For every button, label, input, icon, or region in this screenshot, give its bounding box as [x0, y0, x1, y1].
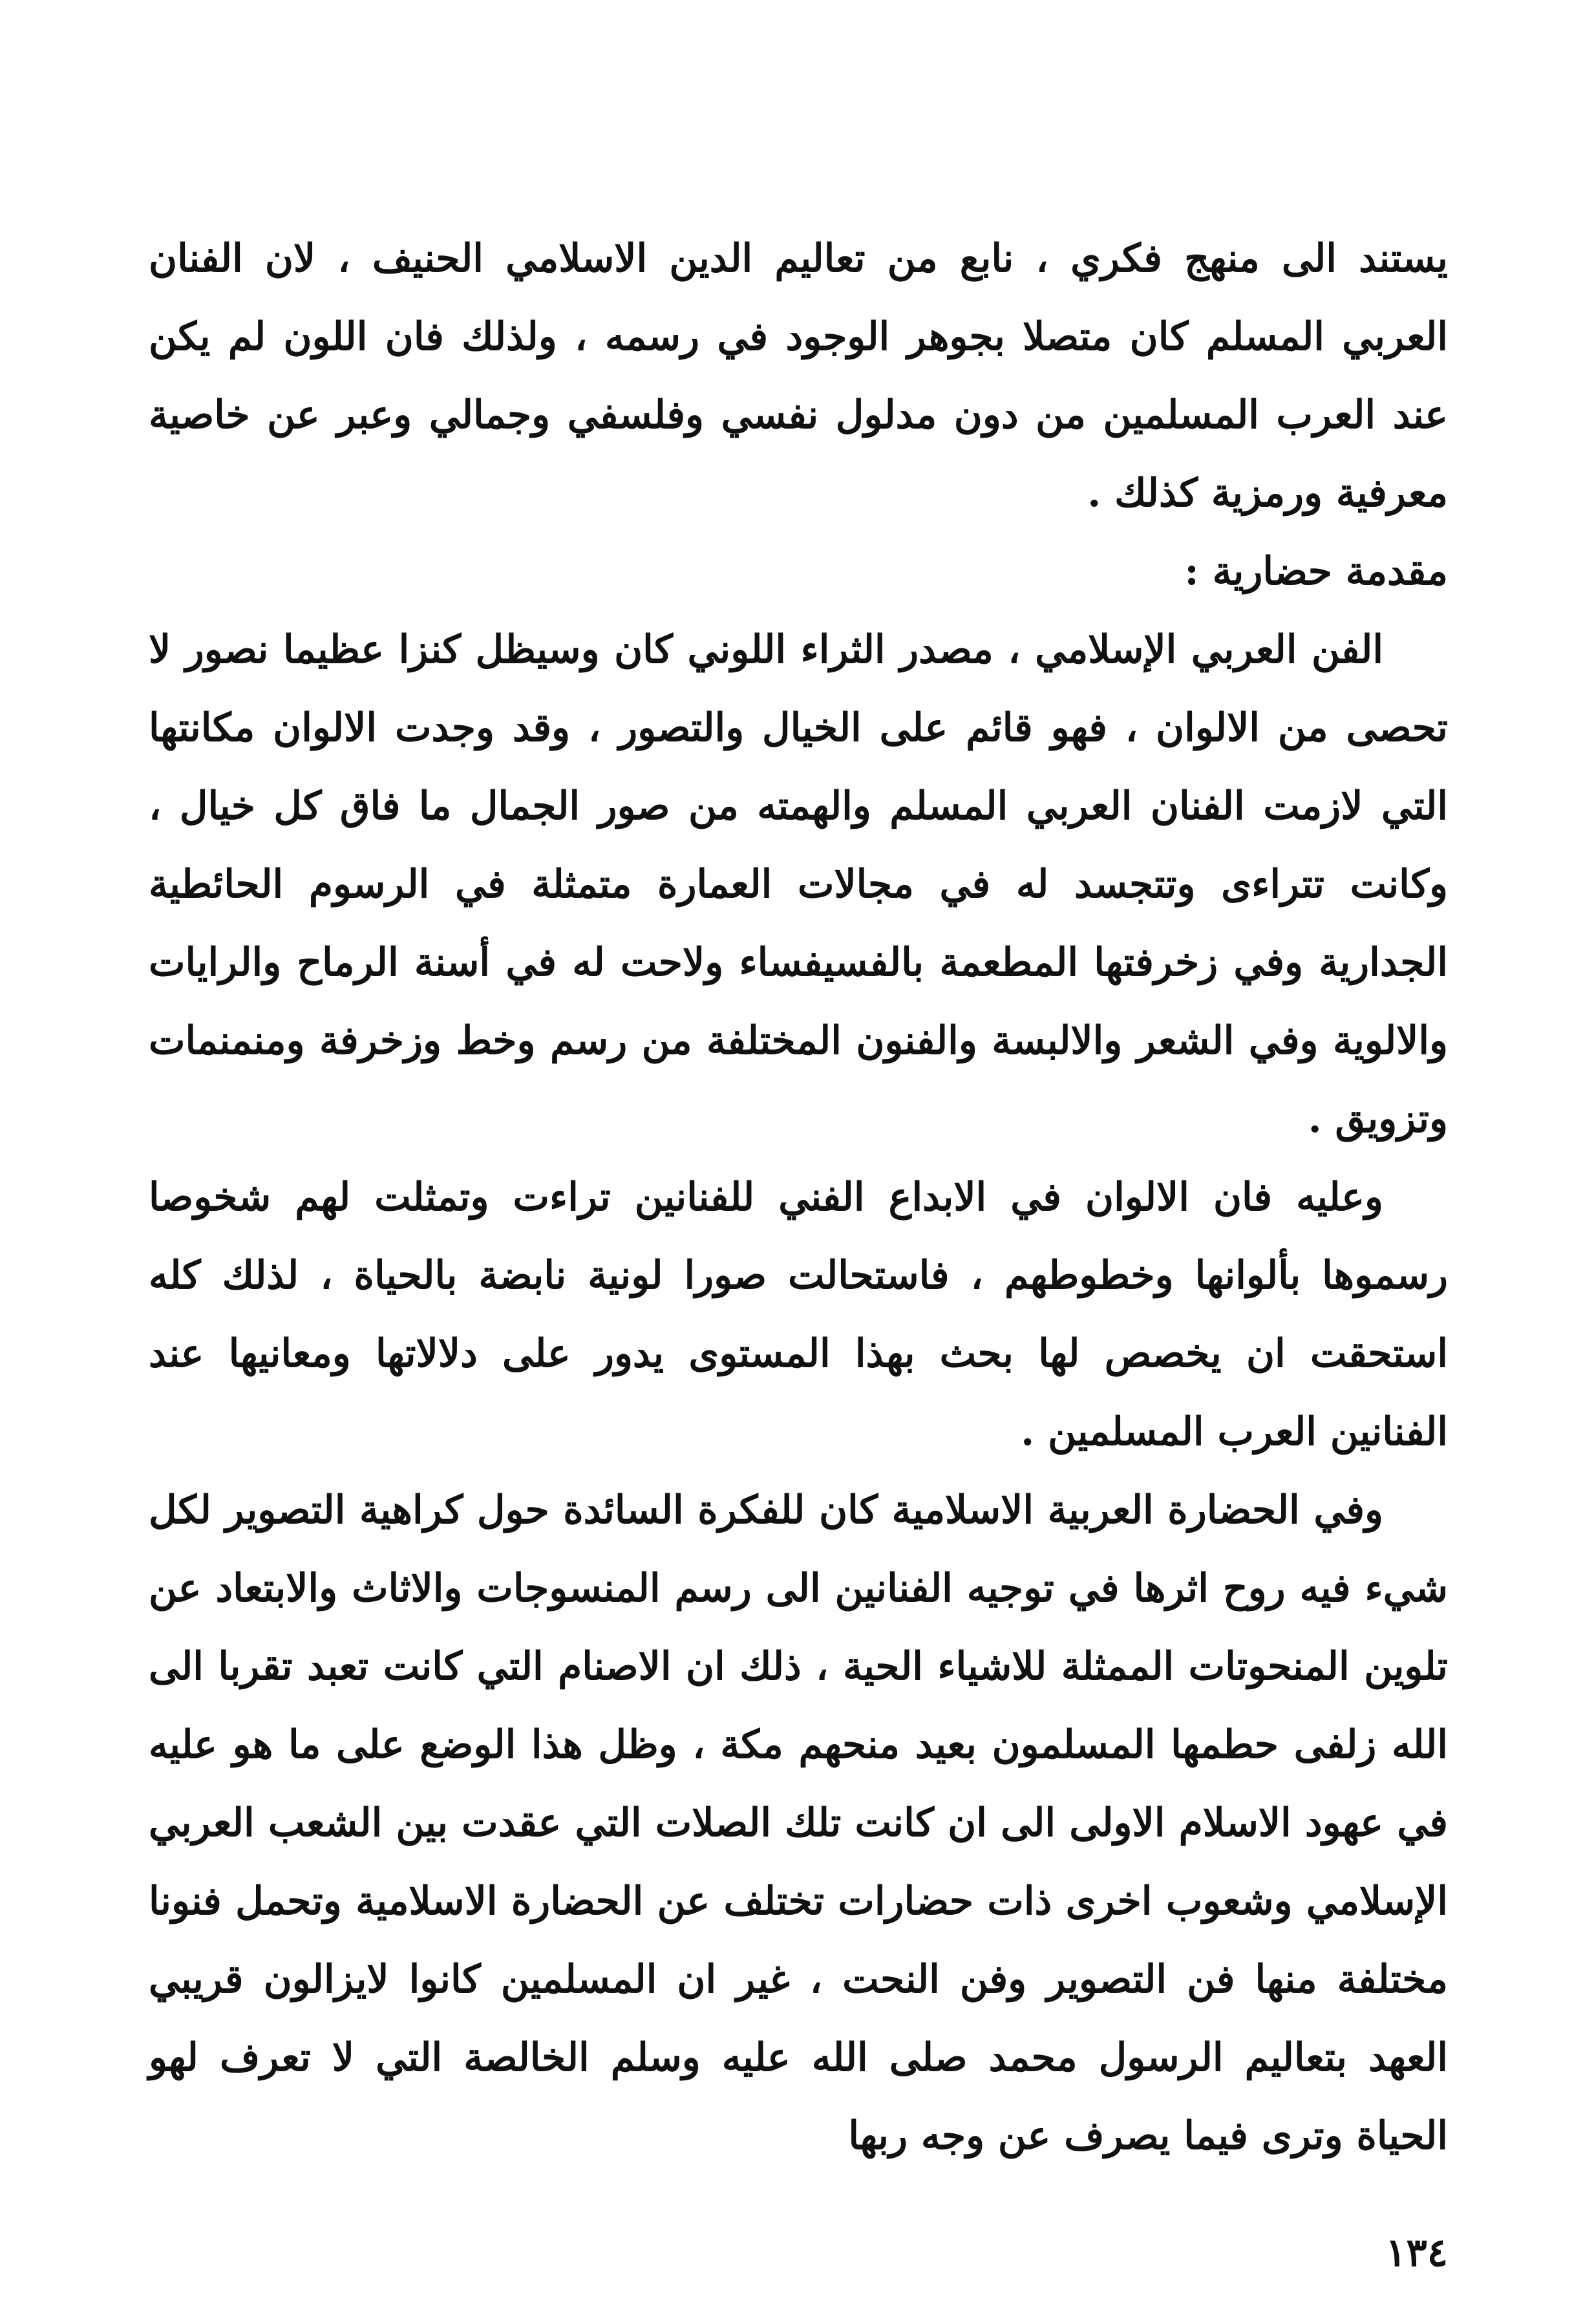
paragraph-colors-creativity: وعليه فان الالوان في الابداع الفني للفنانين تراءت وتمثلت لهم شخوصا رسموها بألوانها وخطوطهم ، فاستحالت صورا لونية نابضة بالحياة ، لذلك كله استحقت ان يخصص لها بحث بهذا المستوى يدور على دلالاتها ومعانيها عند الفنانين العرب المسلمين . — [149, 1175, 1448, 1455]
section-heading: مقدمة حضارية : — [1184, 549, 1448, 594]
page-text-block — [149, 220, 1448, 2256]
paragraph-islamic-art: الفن العربي الإسلامي ، مصدر الثراء اللوني كان وسيظل كنزا عظيما نصور لا تحصى من الالوان ، فهو قائم على الخيال والتصور ، وقد وجدت الالوان مكانتها التي لازمت الفنان العربي المسلم والهمته من صور الجمال ما فاق كل خيال ، وكانت تتراءى وتتجسد له في مجالات العمارة متمثلة في الرسوم الحائطية الجدارية وفي زخرفتها المطعمة بالفسيفساء ولاحت له في أسنة الرماح والرايات والالوية وفي الشعر والالبسة والفنون المختلفة من رسم وخط وزخرفة ومنمنمات وتزويق . — [149, 627, 1448, 1142]
paragraph-intro-continuation: يستند الى منهج فكري ، نابع من تعاليم الدين الاسلامي الحنيف ، لان الفنان العربي المسلم كان متصلا بجوهر الوجود في رسمه ، ولذلك فان اللون لم يكن عند العرب المسلمين من دون مدلول نفسي وفلسفي وجمالي وعبر عن خاصية معرفية ورمزية كذلك . — [149, 236, 1448, 516]
page-number: ١٣٤ — [1385, 2230, 1448, 2276]
paragraph-civilization: وفي الحضارة العربية الاسلامية كان للفكرة السائدة حول كراهية التصوير لكل شيء فيه روح اثرها في توجيه الفنانين الى رسم المنسوجات والاثاث والابتعاد عن تلوين المنحوتات الممثلة للاشياء الحية ، ذلك ان الاصنام التي كانت تعبد تقربا الى الله زلفى حطمها المسلمون بعيد منحهم مكة ، وظل هذا الوضع على ما هو عليه في عهود الاسلام الاولى الى ان كانت تلك الصلات التي عقدت بين الشعب العربي الإسلامي وشعوب اخرى ذات حضارات تختلف عن الحضارة الاسلامية وتحمل فنونا مختلفة منها فن التصوير وفن النحت ، غير ان المسلمين كانوا لايزالون قريبي العهد بتعاليم الرسول محمد صلى الله عليه وسلم الخالصة التي لا تعرف لهو الحياة وترى فيما يصرف عن وجه ربها — [149, 1487, 1448, 2159]
